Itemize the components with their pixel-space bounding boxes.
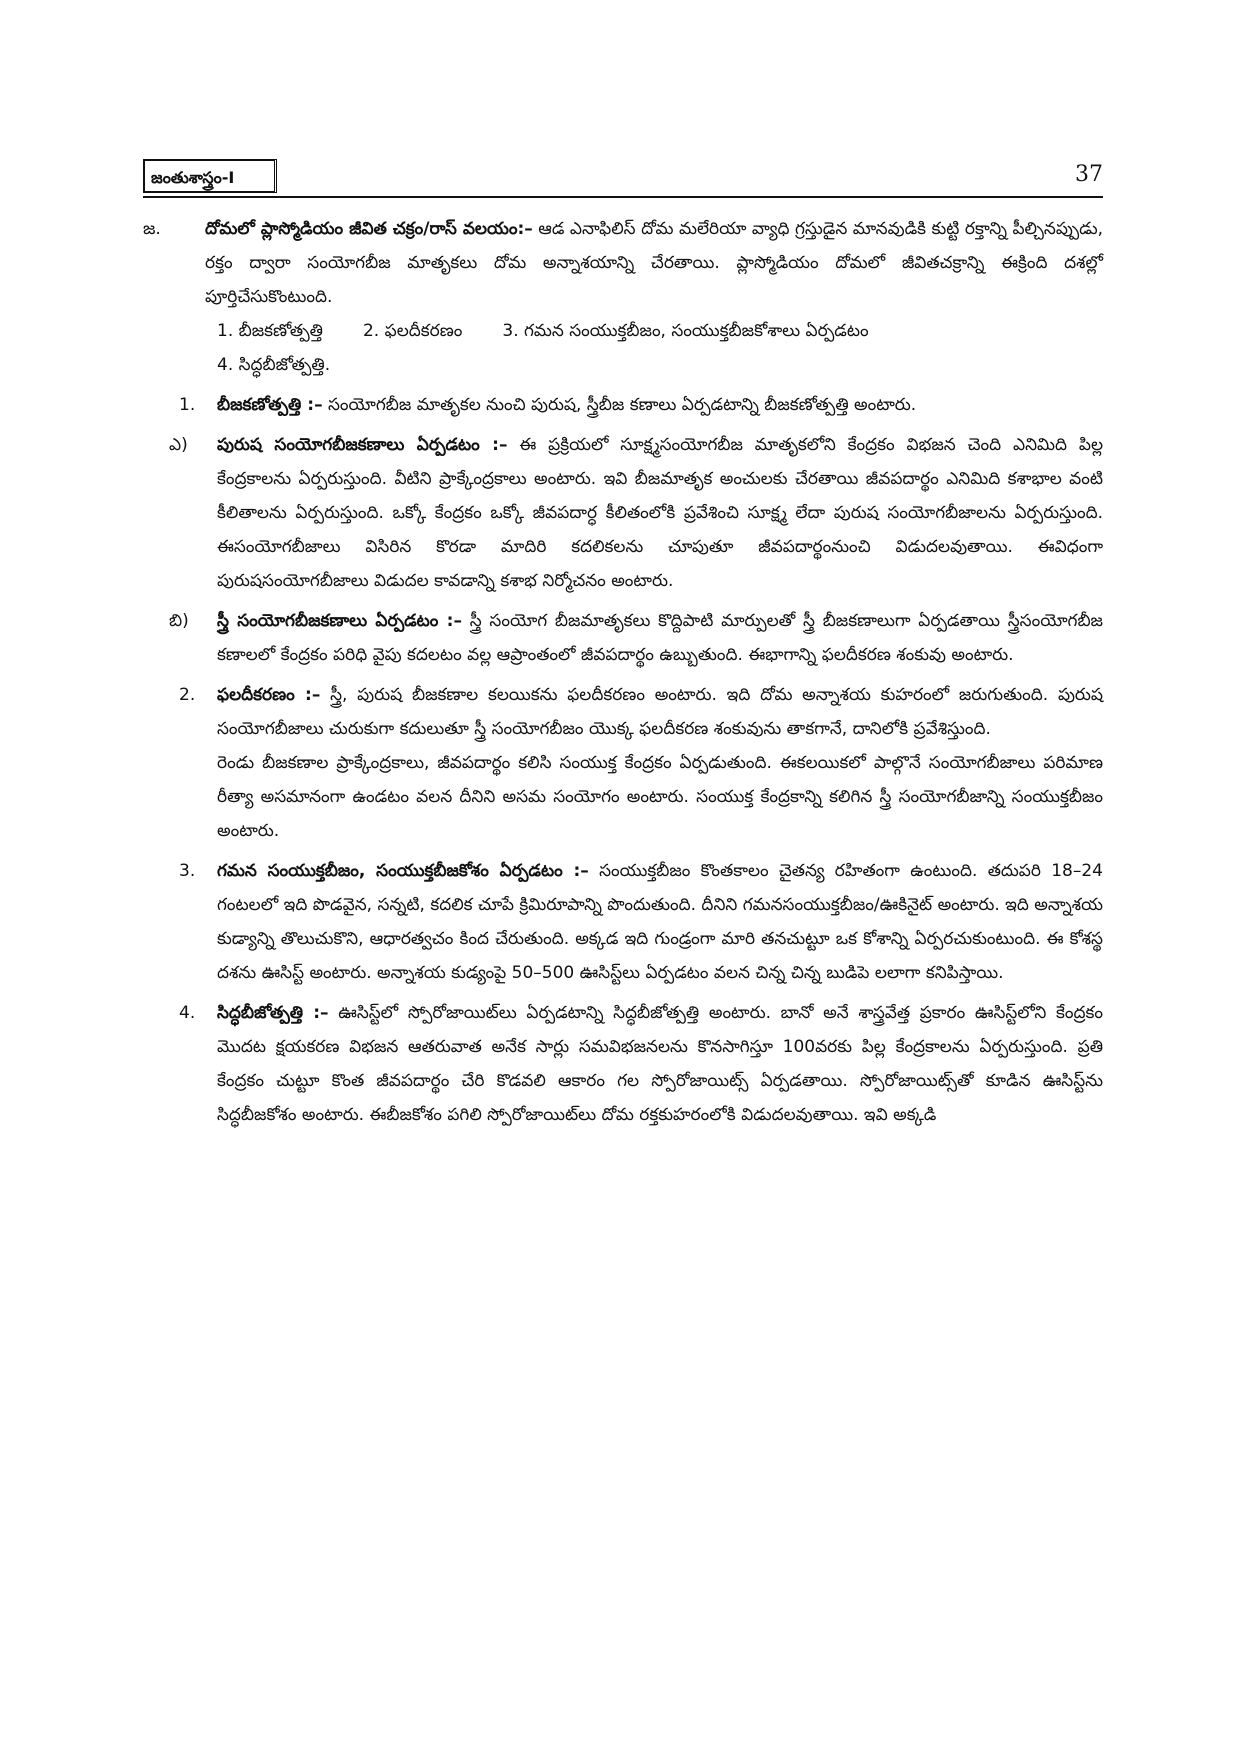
section-paragraph [205, 212, 1103, 314]
item-paragraph [217, 428, 1103, 598]
item-heading: బీజకణోత్పత్తి :– [217, 395, 323, 415]
item-text: సంయుక్తబీజం కొంతకాలం చైతన్య రహితంగా ఉంటుంది. తదుపరి 18–24 గంటలలో ఇది పొడవైన, సన్నటి, కదలిక చూపే క్రిమిరూపాన్ని పొందుతుంది. దీనిని గమనసంయుక్తబీజం/ఊకినైట్ అంటారు. ఇది అన్నాశయ కుడ్యాన్ని తొలుచుకొని, ఆధారత్వచం కింద చేరుతుంది. అక్కడ ఇది గుండ్రంగా మారి తనచుట్టూ ఒక కోశాన్ని ఏర్పరచుకుంటుంది. ఈ కోశస్థ దశను ఊసిస్ట్ అంటారు. అన్నాశయ కుడ్యంపై 50–500 ఊసిస్ట్‌లు ఏర్పడటం వలన చిన్న చిన్న బుడిపె లలాగా కనిపిస్తాయి. [217, 861, 1103, 983]
section-heading: దోమలో ప్లాస్మోడియం జీవిత చక్రం/రాస్ వలయం:– [205, 219, 533, 239]
item-marker: ఎ) [169, 435, 188, 455]
item-marker: 2. [179, 685, 196, 705]
item-male-gametes [143, 428, 1103, 598]
item-text: ఊసిస్ట్‌లో స్పోరోజాయిట్‌లు ఏర్పడటాన్ని సిద్ధబీజోత్పత్తి అంటారు. బానో అనే శాస్త్రవేత్త ప్రకారం ఊసిస్ట్‌లోని కేంద్రకం మొదట క్షయకరణ విభజన ఆతరువాత అనేక సార్లు సమవిభజనలను కొనసాగిస్తూ 100వరకు పిల్ల కేంద్రకాలను ఏర్పరుస్తుంది. ప్రతి కేంద్రకం చుట్టూ కొంత జీవపదార్థం చేరి కొడవలి ఆకారం గల స్పోరోజాయిట్స్ ఏర్పడతాయి. స్పోరోజాయిట్స్‌తో కూడిన ఊసిస్ట్‌ను సిద్ధబీజకోశం అంటారు. ఈబీజకోశం పగిలి స్పోరోజాయిట్‌లు దోమ రక్తకుహరంలోకి విడుదలవుతాయి. ఇవి అక్కడి [217, 1003, 1104, 1125]
item-text: స్త్రీ, పురుష బీజకణాల కలయికను ఫలదీకరణం అంటారు. ఇది దోమ అన్నాశయ కుహరంలో జరుగుతుంది. పురుష సంయోగబీజాలు చురుకుగా కదులుతూ స్త్రీ సంయోగబీజం యొక్క ఫలదీకరణ శంకువును తాకగానే, దానిలోకి ప్రవేశిస్తుంది. [217, 685, 1103, 739]
page-number: 37 [1075, 162, 1103, 187]
item-heading: గమన సంయుక్తబీజం, సంయుక్తబీజకోశం ఏర్పడటం :– [217, 861, 589, 881]
item-heading: పురుష సంయోగబీజకణాలు ఏర్పడటం :– [217, 435, 508, 455]
item-heading: ఫలదీకరణం :– [217, 685, 321, 705]
item-heading: సిద్ధబీజోత్పత్తి :– [217, 1003, 329, 1023]
item-marker: 1. [179, 395, 196, 415]
item-marker: 3. [179, 861, 196, 881]
item-gametogenesis [143, 388, 1103, 422]
section-life-cycle [143, 212, 1103, 314]
item-sporogony [143, 996, 1103, 1132]
item-paragraph [217, 604, 1103, 672]
item-marker: బి) [169, 611, 189, 631]
item-fertilization [143, 678, 1103, 848]
stage-item: 1. బీజకణోత్పత్తి [217, 321, 323, 341]
stage-list-row [217, 314, 1103, 348]
item-paragraph [217, 388, 1103, 422]
item-text: ఈ ప్రక్రియలో సూక్ష్మసంయోగబీజ మాతృకలోని కేంద్రకం విభజన చెంది ఎనిమిది పిల్ల కేంద్రకాలను ఏర్పరుస్తుంది. వీటిని ప్రాక్కేంద్రకాలు అంటారు. ఇవి బీజమాతృక అంచులకు చేరతాయి జీవపదార్థం ఎనిమిది కశాభాల వంటి కీలితాలను ఏర్పరుస్తుంది. ఒక్కో కేంద్రకం ఒక్కో జీవపదార్ధ కీలితంలోకి ప్రవేశించి సూక్ష్మ లేదా పురుష సంయోగబీజాలను ఏర్పరుస్తుంది. ఈసంయోగబీజాలు విసిరిన కొరడా మాదిరి కదలికలను చూపుతూ జీవపదార్థంనుంచి విడుదలవుతాయి. ఈవిధంగా పురుషసంయోగబీజాలు విడుదల కావడాన్ని కశాభ నిర్మోచనం అంటారు. [217, 435, 1103, 591]
header-rule [143, 196, 1103, 198]
item-text: సంయోగబీజ మాతృకల నుంచి పురుష, స్త్రీబీజ కణాలు ఏర్పడటాన్ని బీజకణోత్పత్తి అంటారు. [327, 395, 917, 415]
item-paragraph [217, 996, 1103, 1132]
item-paragraph [217, 678, 1103, 746]
item-paragraph [217, 854, 1103, 990]
item-marker: 4. [179, 1003, 196, 1023]
section-intro-text: ఆడ ఎనాఫిలిస్ దోమ మలేరియా వ్యాధి గ్రస్తుడైన మానవుడికి కుట్టి రక్తాన్ని పీల్చినప్పుడు, రక్తం ద్వారా సంయోగబీజ మాతృకలు దోమ అన్నాశయాన్ని చేరతాయి. ప్లాస్మోడియం దోమలో జీవితచక్రాన్ని ఈక్రింది దశల్లో పూర్తిచేసుకొంటుంది. [205, 219, 1103, 307]
page-body [143, 212, 1103, 1132]
item-heading: స్త్రీ సంయోగబీజకణాలు ఏర్పడటం :– [217, 611, 462, 631]
stage-list [143, 314, 1103, 382]
item-female-gametes [143, 604, 1103, 672]
running-header-title: జంతుశాస్త్రం-I [143, 159, 277, 193]
item-paragraph-continued: రెండు బీజకణాల ప్రాక్కేంద్రకాలు, జీవపదార్థం కలిసి సంయుక్త కేంద్రకం ఏర్పడుతుంది. ఈకలయికలో పాల్గొనే సంయోగబీజాలు పరిమాణ రీత్యా అసమానంగా ఉండటం వలన దీనిని అసమ సంయోగం అంటారు. సంయుక్త కేంద్రకాన్ని కలిగిన స్త్రీ సంయోగబీజాన్ని సంయుక్తబీజం అంటారు. [217, 753, 1103, 841]
section-marker: జ. [143, 219, 161, 239]
stage-item: 2. ఫలదీకరణం [362, 321, 463, 341]
item-ookinete-oocyst [143, 854, 1103, 990]
stage-item: 3. గమన సంయుక్తబీజం, సంయుక్తబీజకోశాలు ఏర్పడటం [502, 321, 869, 341]
stage-item: 4. సిద్ధబీజోత్పత్తి. [217, 355, 331, 375]
item-text: స్త్రీ సంయోగ బీజమాతృకలు కొద్దిపాటి మార్పులతో స్త్రీ బీజకణాలుగా ఏర్పడతాయి స్త్రీసంయోగబీజ కణాలలో కేంద్రకం పరిధి వైపు కదలటం వల్ల ఆప్రాంతంలో జీవపదార్థం ఉబ్బుతుంది. ఈభాగాన్ని ఫలదీకరణ శంకువు అంటారు. [217, 611, 1103, 665]
